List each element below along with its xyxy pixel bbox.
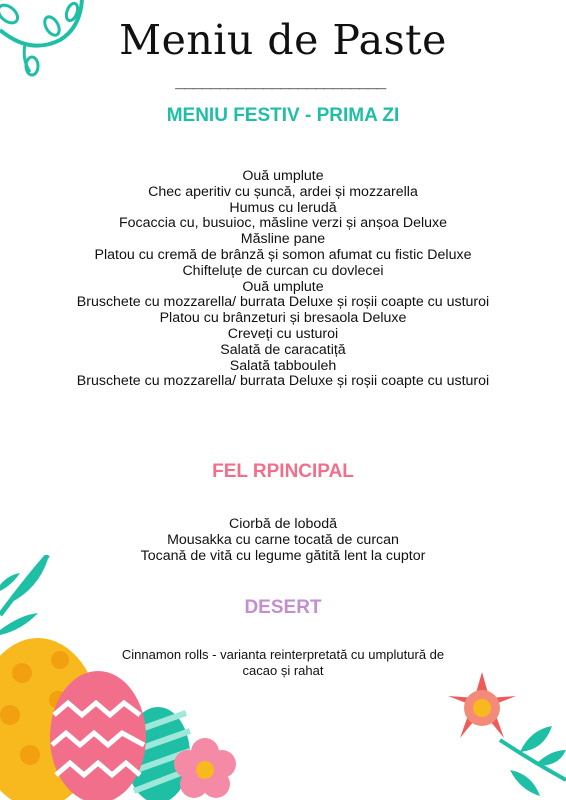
list-item: Măsline pane xyxy=(240,231,326,248)
list-item: Platou cu brânzeturi și bresaola Deluxe xyxy=(159,310,407,327)
list-item: Humus cu lerudă xyxy=(229,199,337,216)
section-heading-dessert: DESERT xyxy=(244,597,322,618)
list-item: Creveți cu usturoi xyxy=(227,325,339,342)
list-item: Bruschete cu mozzarella/ burrata Deluxe și roșii coapte cu usturoi xyxy=(76,373,490,390)
list-item: Chec aperitiv cu șuncă, ardei și mozzarella xyxy=(148,183,418,200)
list-item: Focaccia cu, busuioc, măsline verzi și anșoa Deluxe xyxy=(118,215,448,232)
list-item: Mousakka cu carne tocată de curcan xyxy=(167,531,399,548)
flower-icon xyxy=(440,670,566,800)
title-divider: ________________________ xyxy=(175,70,385,90)
first-day-list xyxy=(60,169,506,390)
list-item: Salată tabbouleh xyxy=(229,357,337,374)
page-title: Meniu de Paste xyxy=(119,16,447,64)
list-item: Chifteluțe de curcan cu dovlecei xyxy=(182,262,384,279)
section-heading-first-day: MENIU FESTIV - PRIMA ZI xyxy=(166,105,400,126)
list-item: Ouă umplute xyxy=(242,278,324,295)
easter-egg-icon xyxy=(0,555,250,800)
list-item: Salată de caracatiță xyxy=(220,341,346,358)
list-item: Ciorbă de lobodă xyxy=(228,516,338,532)
list-item: Ouă umplute xyxy=(242,168,324,184)
list-item: Cinnamon rolls - varianta reinterpretată cu umplutură de cacao și rahat xyxy=(121,647,445,678)
list-item: Platou cu cremă de brânză și somon afumat cu fistic Deluxe xyxy=(94,246,472,263)
section-heading-main-course: FEL RPINCIPAL xyxy=(212,461,354,482)
list-item: Tocană de vită cu legume gătită lent la cuptor xyxy=(140,547,426,564)
list-item: Bruschete cu mozzarella/ burrata Deluxe și roșii coapte cu usturoi xyxy=(76,294,490,311)
